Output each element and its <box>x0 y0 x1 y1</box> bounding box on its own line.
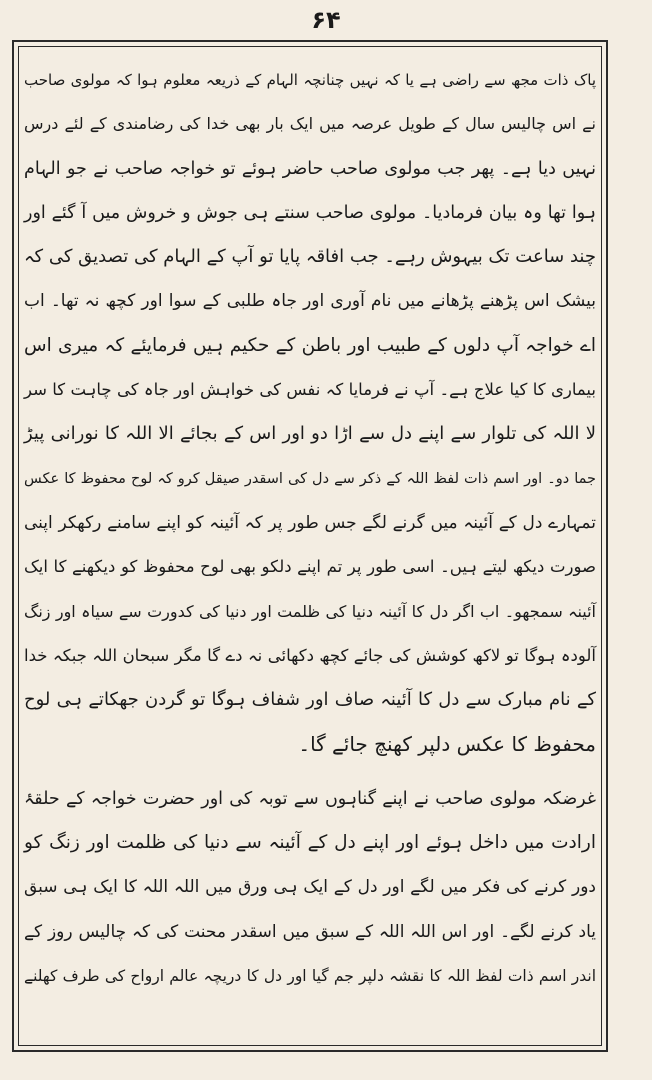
page-number: ۶۴ <box>311 6 341 34</box>
text-line: جما دو۔ اور اسم ذات لفظ اللہ کے ذکر سے دل کی اسقدر صیقل کرو کہ لوح محفوظ کا عکس <box>24 470 596 487</box>
text-line: محفوظ کا عکس دلپر کھنچ جائے گا۔ <box>298 732 596 757</box>
text-line: کے نام مبارک سے دل کا آئینہ صاف اور شفاف ہوگا تو گردن جھکاتے ہی لوح <box>24 689 596 711</box>
text-line: پاک ذات مجھ سے راضی ہے یا کہ نہیں چنانچہ الہام کے ذریعہ معلوم ہوا کہ مولوی صاحب <box>24 71 596 89</box>
text-line: نہیں دیا ہے۔ پھر جب مولوی صاحب حاضر ہوئے تو خواجہ صاحب نے جو الہام <box>24 158 596 179</box>
text-line: چند ساعت تک بیہوش رہے۔ جب افاقہ پایا تو آپ کے الہام کی تصدیق کی کہ <box>24 246 596 268</box>
text-line: صورت دیکھ لیتے ہیں۔ اسی طور پر تم اپنے دلکو بھی لوح محفوظ کو دیکھنے کا ایک <box>24 557 596 577</box>
text-line: دور کرنے کی فکر میں لگے اور دل کے ایک ہی ورق میں اللہ اللہ کا ایک ہی سبق <box>24 877 596 898</box>
text-line: آلودہ ہوگا تو لاکھ کوشش کی جائے کچھ دکھائی نہ دے گا مگر سبحان اللہ جبکہ خدا <box>24 645 596 665</box>
text-line: اے خواجہ آپ دلوں کے طبیب اور باطن کے حکیم ہیں فرمایئے کہ میری اس <box>24 334 596 356</box>
text-line: یاد کرنے لگے۔ اور اس اللہ اللہ کے سبق میں اسقدر محنت کی کہ چالیس روز کے <box>24 921 596 942</box>
text-line: ہوا تھا وہ بیان فرمادیا۔ مولوی صاحب سنتے ہی جوش و خروش میں آ گئے اور <box>24 202 596 223</box>
paragraph-gap <box>22 767 598 777</box>
text-line: آئینہ سمجھو۔ اب اگر دل کا آئینہ دنیا کی ظلمت اور دنیا کی کدورت سے سیاہ اور زنگ <box>24 601 596 621</box>
text-line: ارادت میں داخل ہوئے اور اپنے دل کے آئینہ سے دنیا کی ظلمت اور زنگ کو <box>24 832 596 854</box>
text-line: اندر اسم ذات لفظ اللہ کا نقشہ دلپر جم گیا اور دل کا دریچہ عالم ارواح کی طرف کھلنے <box>24 966 596 985</box>
text-line: بیشک اس پڑھنے پڑھانے میں نام آوری اور جاہ طلبی کے سوا اور کچھ نہ تھا۔ اب <box>24 291 596 312</box>
text-line: لا اللہ کی تلوار سے اپنے دل سے اڑا دو اور اس کے بجائے الا اللہ کا نورانی پیڑ <box>24 423 596 445</box>
paragraph <box>22 58 598 767</box>
text-line: نے اس چالیس سال کے طویل عرصہ میں ایک بار بھی خدا کی رضامندی کے لئے درس <box>24 114 596 134</box>
body-text <box>22 58 598 998</box>
text-line: تمہارے دل کے آئینہ میں گرنے لگے جس طور پر کہ آئینہ کو اپنے سامنے رکھکر اپنی <box>24 512 596 533</box>
text-line: غرضکہ مولوی صاحب نے اپنے گناہوں سے توبہ کی اور حضرت خواجہ کے حلقۂ <box>24 788 596 809</box>
paragraph <box>22 777 598 998</box>
text-line: بیماری کا کیا علاج ہے۔ آپ نے فرمایا کہ نفس کی خواہش اور جاہ کی چاہت کا سر <box>24 380 596 400</box>
